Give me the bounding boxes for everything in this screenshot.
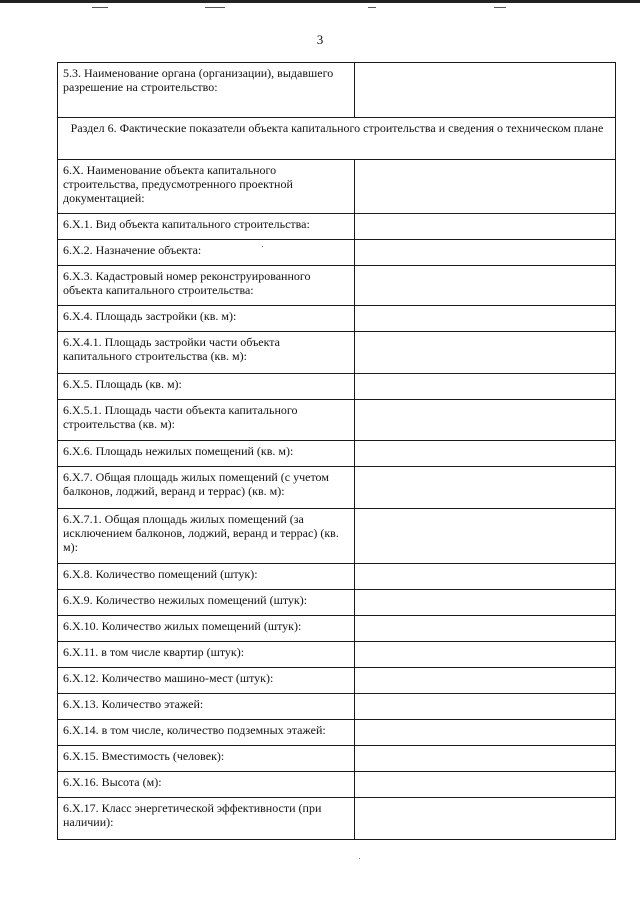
- table-row: [58, 720, 616, 746]
- section-6-title: Раздел 6. Фактические показатели объекта капитального строительства и сведения о техническом плане: [58, 118, 616, 160]
- table-row: [58, 616, 616, 642]
- row-value[interactable]: [355, 772, 616, 798]
- row-label: 6.X.8. Количество помещений (штук):: [58, 564, 355, 590]
- row-value[interactable]: [355, 441, 616, 467]
- row-label: 6.X.11. в том числе квартир (штук):: [58, 642, 355, 668]
- scan-speck: [262, 246, 263, 247]
- row-label: 6.X.17. Класс энергетической эффективности (при наличии):: [58, 798, 355, 840]
- form-table: [57, 62, 616, 840]
- row-value[interactable]: [355, 400, 616, 441]
- scan-artifact: [205, 7, 225, 8]
- table-row: [58, 266, 616, 306]
- table-row: [58, 441, 616, 467]
- row-value[interactable]: [355, 694, 616, 720]
- scan-speck: [359, 858, 360, 859]
- row-value[interactable]: [355, 798, 616, 840]
- table-row: [58, 160, 616, 214]
- row-label: 6.X.15. Вместимость (человек):: [58, 746, 355, 772]
- table-row-5-3: [58, 63, 616, 118]
- row-value[interactable]: [355, 160, 616, 214]
- row-label: 6.X.12. Количество машино-мест (штук):: [58, 668, 355, 694]
- row-value[interactable]: [355, 240, 616, 266]
- scan-artifact: [368, 7, 376, 8]
- row-label: 6.X.14. в том числе, количество подземных этажей:: [58, 720, 355, 746]
- table-row: [58, 590, 616, 616]
- table-row: [58, 400, 616, 441]
- table-row: [58, 694, 616, 720]
- scan-top-border: [0, 0, 640, 3]
- table-row: [58, 214, 616, 240]
- row-value[interactable]: [355, 616, 616, 642]
- scan-artifact: [494, 7, 506, 8]
- table-row: [58, 668, 616, 694]
- row-label: 6.X. Наименование объекта капитального строительства, предусмотренного проектной документацией:: [58, 160, 355, 214]
- page-number: 3: [316, 32, 324, 47]
- row-label: 6.X.9. Количество нежилых помещений (штук):: [58, 590, 355, 616]
- table-row: [58, 564, 616, 590]
- row-value[interactable]: [355, 332, 616, 374]
- table-row: [58, 332, 616, 374]
- table-row: [58, 240, 616, 266]
- row-value[interactable]: [355, 266, 616, 306]
- row-value[interactable]: [355, 746, 616, 772]
- table-row: [58, 467, 616, 509]
- row-label: 6.X.13. Количество этажей:: [58, 694, 355, 720]
- row-label: 6.X.7.1. Общая площадь жилых помещений (за исключением балконов, лоджий, веранд и террас) (кв. м):: [58, 509, 355, 564]
- row-value[interactable]: [355, 642, 616, 668]
- table-row: [58, 642, 616, 668]
- row-label: 6.X.3. Кадастровый номер реконструированного объекта капитального строительства:: [58, 266, 355, 306]
- scan-artifact: [92, 7, 108, 8]
- row-label: 6.X.2. Назначение объекта:: [58, 240, 355, 266]
- table-row: [58, 746, 616, 772]
- row-label: 6.X.4.1. Площадь застройки части объекта капитального строительства (кв. м):: [58, 332, 355, 374]
- row-value[interactable]: [355, 306, 616, 332]
- row-value[interactable]: [355, 214, 616, 240]
- row-value[interactable]: [355, 590, 616, 616]
- section-6-header-row: [58, 118, 616, 160]
- table-row: [58, 306, 616, 332]
- row-value[interactable]: [355, 509, 616, 564]
- table-row: [58, 772, 616, 798]
- table-row: [58, 798, 616, 840]
- row-label: 6.X.5. Площадь (кв. м):: [58, 374, 355, 400]
- row-label: 6.X.5.1. Площадь части объекта капитального строительства (кв. м):: [58, 400, 355, 441]
- row-label: 6.X.10. Количество жилых помещений (штук):: [58, 616, 355, 642]
- row-label: 5.3. Наименование органа (организации), выдавшего разрешение на строительство:: [58, 63, 355, 118]
- row-value[interactable]: [355, 374, 616, 400]
- row-value[interactable]: [355, 564, 616, 590]
- row-value[interactable]: [355, 63, 616, 118]
- row-label: 6.X.1. Вид объекта капитального строительства:: [58, 214, 355, 240]
- table-row: [58, 509, 616, 564]
- row-value[interactable]: [355, 467, 616, 509]
- table-row: [58, 374, 616, 400]
- row-value[interactable]: [355, 720, 616, 746]
- row-label: 6.X.4. Площадь застройки (кв. м):: [58, 306, 355, 332]
- row-label: 6.X.7. Общая площадь жилых помещений (с учетом балконов, лоджий, веранд и террас) (кв. м):: [58, 467, 355, 509]
- row-value[interactable]: [355, 668, 616, 694]
- row-label: 6.X.16. Высота (м):: [58, 772, 355, 798]
- row-label: 6.X.6. Площадь нежилых помещений (кв. м):: [58, 441, 355, 467]
